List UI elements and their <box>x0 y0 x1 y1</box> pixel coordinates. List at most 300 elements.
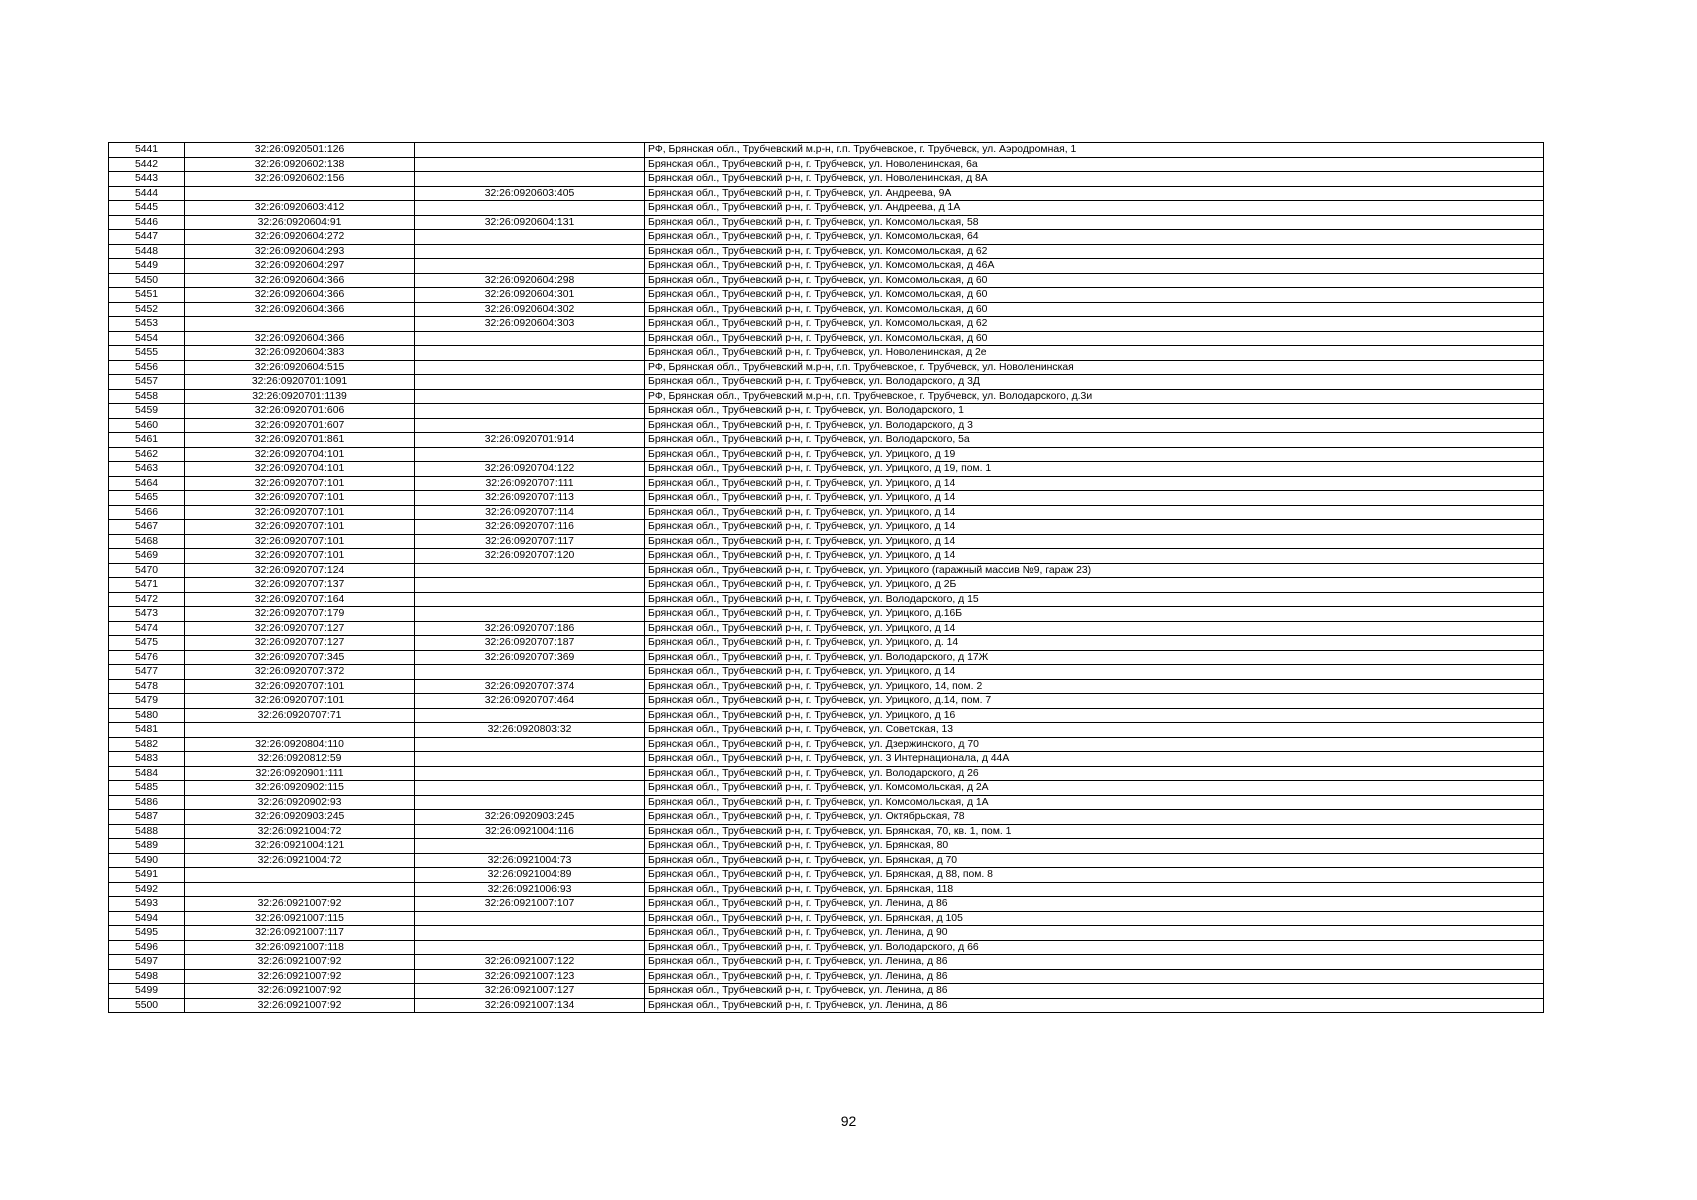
cadastral-number-cell: 32:26:0920701:1139 <box>185 389 415 404</box>
related-cadastral-number-cell <box>415 375 645 390</box>
row-number-cell: 5489 <box>109 839 185 854</box>
row-number-cell: 5497 <box>109 955 185 970</box>
address-cell: Брянская обл., Трубчевский р-н, г. Трубчевск, ул. Комсомольская, д 62 <box>645 244 1544 259</box>
row-number-cell: 5461 <box>109 433 185 448</box>
cadastral-number-cell: 32:26:0921007:115 <box>185 911 415 926</box>
cadastral-number-cell: 32:26:0920707:137 <box>185 578 415 593</box>
related-cadastral-number-cell <box>415 752 645 767</box>
table-row <box>109 636 1544 651</box>
cadastral-number-cell: 32:26:0920701:1091 <box>185 375 415 390</box>
table-row <box>109 650 1544 665</box>
row-number-cell: 5479 <box>109 694 185 709</box>
table-row <box>109 810 1544 825</box>
row-number-cell: 5450 <box>109 273 185 288</box>
cadastral-number-cell: 32:26:0920707:164 <box>185 592 415 607</box>
address-cell: Брянская обл., Трубчевский р-н, г. Трубчевск, ул. Урицкого, 14, пом. 2 <box>645 679 1544 694</box>
related-cadastral-number-cell <box>415 766 645 781</box>
related-cadastral-number-cell <box>415 607 645 622</box>
row-number-cell: 5490 <box>109 853 185 868</box>
address-cell: Брянская обл., Трубчевский р-н, г. Трубчевск, ул. Урицкого, д 14 <box>645 665 1544 680</box>
address-cell: Брянская обл., Трубчевский р-н, г. Трубчевск, ул. Володарского, д 15 <box>645 592 1544 607</box>
related-cadastral-number-cell: 32:26:0921004:89 <box>415 868 645 883</box>
row-number-cell: 5449 <box>109 259 185 274</box>
row-number-cell: 5491 <box>109 868 185 883</box>
row-number-cell: 5481 <box>109 723 185 738</box>
address-cell: Брянская обл., Трубчевский р-н, г. Трубчевск, ул. Урицкого, д 16 <box>645 708 1544 723</box>
address-cell: Брянская обл., Трубчевский р-н, г. Трубчевск, ул. Комсомольская, д 60 <box>645 288 1544 303</box>
address-cell: Брянская обл., Трубчевский р-н, г. Трубчевск, ул. Советская, 13 <box>645 723 1544 738</box>
related-cadastral-number-cell <box>415 143 645 158</box>
cadastral-number-cell: 32:26:0920704:101 <box>185 462 415 477</box>
address-cell: Брянская обл., Трубчевский р-н, г. Трубчевск, ул. Володарского, д 3 <box>645 418 1544 433</box>
address-cell: Брянская обл., Трубчевский р-н, г. Трубчевск, ул. Урицкого (гаражный массив №9, гараж 23) <box>645 563 1544 578</box>
cadastral-number-cell: 32:26:0920704:101 <box>185 447 415 462</box>
related-cadastral-number-cell: 32:26:0920603:405 <box>415 186 645 201</box>
row-number-cell: 5457 <box>109 375 185 390</box>
address-cell: Брянская обл., Трубчевский р-н, г. Трубчевск, ул. Урицкого, д 14 <box>645 476 1544 491</box>
address-cell: Брянская обл., Трубчевский р-н, г. Трубчевск, ул. Брянская, 80 <box>645 839 1544 854</box>
cadastral-number-cell: 32:26:0920707:127 <box>185 621 415 636</box>
cadastral-number-cell: 32:26:0921007:92 <box>185 984 415 999</box>
cadastral-number-cell: 32:26:0920707:127 <box>185 636 415 651</box>
row-number-cell: 5469 <box>109 549 185 564</box>
table-row <box>109 839 1544 854</box>
row-number-cell: 5444 <box>109 186 185 201</box>
row-number-cell: 5487 <box>109 810 185 825</box>
address-cell: Брянская обл., Трубчевский р-н, г. Трубчевск, ул. Урицкого, д 19, пом. 1 <box>645 462 1544 477</box>
address-cell: Брянская обл., Трубчевский р-н, г. Трубчевск, ул. Брянская, д 105 <box>645 911 1544 926</box>
related-cadastral-number-cell <box>415 795 645 810</box>
address-cell: Брянская обл., Трубчевский р-н, г. Трубчевск, ул. Володарского, 1 <box>645 404 1544 419</box>
related-cadastral-number-cell: 32:26:0921006:93 <box>415 882 645 897</box>
address-cell: Брянская обл., Трубчевский р-н, г. Трубчевск, ул. Брянская, д 88, пом. 8 <box>645 868 1544 883</box>
related-cadastral-number-cell: 32:26:0920903:245 <box>415 810 645 825</box>
related-cadastral-number-cell: 32:26:0921007:134 <box>415 998 645 1013</box>
table-row <box>109 752 1544 767</box>
cadastral-number-cell: 32:26:0920604:366 <box>185 273 415 288</box>
row-number-cell: 5465 <box>109 491 185 506</box>
address-cell: Брянская обл., Трубчевский р-н, г. Трубчевск, ул. Комсомольская, д 62 <box>645 317 1544 332</box>
table-row <box>109 795 1544 810</box>
related-cadastral-number-cell: 32:26:0921007:107 <box>415 897 645 912</box>
row-number-cell: 5472 <box>109 592 185 607</box>
row-number-cell: 5462 <box>109 447 185 462</box>
cadastral-number-cell: 32:26:0921004:121 <box>185 839 415 854</box>
related-cadastral-number-cell <box>415 592 645 607</box>
related-cadastral-number-cell <box>415 259 645 274</box>
address-cell: РФ, Брянская обл., Трубчевский м.р-н, г.п. Трубчевское, г. Трубчевск, ул. Аэродромная, 1 <box>645 143 1544 158</box>
table-row <box>109 578 1544 593</box>
table-row <box>109 607 1544 622</box>
table-row <box>109 346 1544 361</box>
table-row <box>109 926 1544 941</box>
registry-table-body <box>109 143 1544 1013</box>
related-cadastral-number-cell <box>415 926 645 941</box>
cadastral-number-cell: 32:26:0921007:92 <box>185 955 415 970</box>
table-row <box>109 998 1544 1013</box>
registry-table <box>108 142 1544 1013</box>
table-row <box>109 244 1544 259</box>
row-number-cell: 5495 <box>109 926 185 941</box>
table-row <box>109 389 1544 404</box>
related-cadastral-number-cell: 32:26:0921004:116 <box>415 824 645 839</box>
address-cell: Брянская обл., Трубчевский р-н, г. Трубчевск, ул. Урицкого, д 14 <box>645 549 1544 564</box>
cadastral-number-cell: 32:26:0920604:272 <box>185 230 415 245</box>
row-number-cell: 5451 <box>109 288 185 303</box>
address-cell: Брянская обл., Трубчевский р-н, г. Трубчевск, ул. Андреева, д 1А <box>645 201 1544 216</box>
related-cadastral-number-cell: 32:26:0920707:111 <box>415 476 645 491</box>
row-number-cell: 5477 <box>109 665 185 680</box>
related-cadastral-number-cell: 32:26:0920707:187 <box>415 636 645 651</box>
cadastral-number-cell: 32:26:0920707:101 <box>185 520 415 535</box>
cadastral-number-cell: 32:26:0920501:126 <box>185 143 415 158</box>
cadastral-number-cell: 32:26:0920604:91 <box>185 215 415 230</box>
row-number-cell: 5498 <box>109 969 185 984</box>
table-row <box>109 708 1544 723</box>
row-number-cell: 5452 <box>109 302 185 317</box>
cadastral-number-cell: 32:26:0920902:93 <box>185 795 415 810</box>
table-row <box>109 302 1544 317</box>
related-cadastral-number-cell: 32:26:0920707:114 <box>415 505 645 520</box>
row-number-cell: 5496 <box>109 940 185 955</box>
related-cadastral-number-cell <box>415 244 645 259</box>
cadastral-number-cell: 32:26:0920707:345 <box>185 650 415 665</box>
address-cell: Брянская обл., Трубчевский р-н, г. Трубчевск, ул. Володарского, д 66 <box>645 940 1544 955</box>
row-number-cell: 5448 <box>109 244 185 259</box>
related-cadastral-number-cell: 32:26:0920604:131 <box>415 215 645 230</box>
related-cadastral-number-cell <box>415 708 645 723</box>
related-cadastral-number-cell <box>415 172 645 187</box>
related-cadastral-number-cell: 32:26:0921007:123 <box>415 969 645 984</box>
related-cadastral-number-cell <box>415 418 645 433</box>
address-cell: Брянская обл., Трубчевский р-н, г. Трубчевск, ул. Урицкого, д 14 <box>645 621 1544 636</box>
address-cell: Брянская обл., Трубчевский р-н, г. Трубчевск, ул. Ленина, д 86 <box>645 998 1544 1013</box>
row-number-cell: 5493 <box>109 897 185 912</box>
cadastral-number-cell: 32:26:0920707:101 <box>185 534 415 549</box>
cadastral-number-cell: 32:26:0921007:92 <box>185 897 415 912</box>
cadastral-number-cell: 32:26:0920707:101 <box>185 476 415 491</box>
related-cadastral-number-cell <box>415 563 645 578</box>
table-row <box>109 563 1544 578</box>
address-cell: РФ, Брянская обл., Трубчевский м.р-н, г.п. Трубчевское, г. Трубчевск, ул. Новоленинская <box>645 360 1544 375</box>
row-number-cell: 5488 <box>109 824 185 839</box>
address-cell: Брянская обл., Трубчевский р-н, г. Трубчевск, ул. Брянская, д 70 <box>645 853 1544 868</box>
address-cell: Брянская обл., Трубчевский р-н, г. Трубчевск, ул. Урицкого, д 14 <box>645 491 1544 506</box>
related-cadastral-number-cell: 32:26:0920707:374 <box>415 679 645 694</box>
address-cell: Брянская обл., Трубчевский р-н, г. Трубчевск, ул. Урицкого, д 19 <box>645 447 1544 462</box>
related-cadastral-number-cell <box>415 389 645 404</box>
address-cell: Брянская обл., Трубчевский р-н, г. Трубчевск, ул. Урицкого, д.14, пом. 7 <box>645 694 1544 709</box>
cadastral-number-cell: 32:26:0920804:110 <box>185 737 415 752</box>
address-cell: Брянская обл., Трубчевский р-н, г. Трубчевск, ул. Урицкого, д 14 <box>645 505 1544 520</box>
cadastral-number-cell: 32:26:0920812:59 <box>185 752 415 767</box>
cadastral-number-cell: 32:26:0920707:372 <box>185 665 415 680</box>
related-cadastral-number-cell <box>415 839 645 854</box>
table-row <box>109 940 1544 955</box>
table-row <box>109 737 1544 752</box>
address-cell: Брянская обл., Трубчевский р-н, г. Трубчевск, ул. Ленина, д 86 <box>645 955 1544 970</box>
address-cell: Брянская обл., Трубчевский р-н, г. Трубчевск, ул. Володарского, д 26 <box>645 766 1544 781</box>
cadastral-number-cell: 32:26:0920707:101 <box>185 491 415 506</box>
cadastral-number-cell: 32:26:0920604:297 <box>185 259 415 274</box>
table-row <box>109 317 1544 332</box>
table-row <box>109 665 1544 680</box>
table-row <box>109 215 1544 230</box>
address-cell: Брянская обл., Трубчевский р-н, г. Трубчевск, ул. Володарского, д 17Ж <box>645 650 1544 665</box>
row-number-cell: 5485 <box>109 781 185 796</box>
related-cadastral-number-cell: 32:26:0921007:127 <box>415 984 645 999</box>
row-number-cell: 5441 <box>109 143 185 158</box>
page-number: 92 <box>840 1113 857 1129</box>
table-row <box>109 897 1544 912</box>
table-row <box>109 418 1544 433</box>
address-cell: Брянская обл., Трубчевский р-н, г. Трубчевск, ул. Комсомольская, д 60 <box>645 302 1544 317</box>
related-cadastral-number-cell <box>415 346 645 361</box>
address-cell: РФ, Брянская обл., Трубчевский м.р-н, г.п. Трубчевское, г. Трубчевск, ул. Володарского, д.3и <box>645 389 1544 404</box>
table-row <box>109 404 1544 419</box>
table-row <box>109 592 1544 607</box>
related-cadastral-number-cell: 32:26:0920604:303 <box>415 317 645 332</box>
cadastral-number-cell: 32:26:0920701:861 <box>185 433 415 448</box>
cadastral-number-cell: 32:26:0921004:72 <box>185 824 415 839</box>
address-cell: Брянская обл., Трубчевский р-н, г. Трубчевск, ул. Новоленинская, 6а <box>645 157 1544 172</box>
cadastral-number-cell: 32:26:0920604:383 <box>185 346 415 361</box>
related-cadastral-number-cell: 32:26:0920704:122 <box>415 462 645 477</box>
row-number-cell: 5500 <box>109 998 185 1013</box>
cadastral-number-cell: 32:26:0920707:124 <box>185 563 415 578</box>
row-number-cell: 5476 <box>109 650 185 665</box>
cadastral-number-cell: 32:26:0921004:72 <box>185 853 415 868</box>
related-cadastral-number-cell: 32:26:0920707:186 <box>415 621 645 636</box>
related-cadastral-number-cell <box>415 665 645 680</box>
row-number-cell: 5464 <box>109 476 185 491</box>
related-cadastral-number-cell <box>415 940 645 955</box>
row-number-cell: 5468 <box>109 534 185 549</box>
table-row <box>109 549 1544 564</box>
cadastral-number-cell: 32:26:0920707:101 <box>185 549 415 564</box>
table-row <box>109 824 1544 839</box>
related-cadastral-number-cell <box>415 737 645 752</box>
address-cell: Брянская обл., Трубчевский р-н, г. Трубчевск, ул. Ленина, д 90 <box>645 926 1544 941</box>
related-cadastral-number-cell: 32:26:0920707:369 <box>415 650 645 665</box>
cadastral-number-cell <box>185 317 415 332</box>
related-cadastral-number-cell: 32:26:0920701:914 <box>415 433 645 448</box>
table-row <box>109 694 1544 709</box>
address-cell: Брянская обл., Трубчевский р-н, г. Трубчевск, ул. Октябрьская, 78 <box>645 810 1544 825</box>
related-cadastral-number-cell: 32:26:0921007:122 <box>415 955 645 970</box>
address-cell: Брянская обл., Трубчевский р-н, г. Трубчевск, ул. Дзержинского, д 70 <box>645 737 1544 752</box>
row-number-cell: 5458 <box>109 389 185 404</box>
cadastral-number-cell <box>185 723 415 738</box>
related-cadastral-number-cell <box>415 157 645 172</box>
address-cell: Брянская обл., Трубчевский р-н, г. Трубчевск, ул. Брянская, 118 <box>645 882 1544 897</box>
table-row <box>109 781 1544 796</box>
row-number-cell: 5471 <box>109 578 185 593</box>
table-row <box>109 230 1544 245</box>
row-number-cell: 5443 <box>109 172 185 187</box>
cadastral-number-cell: 32:26:0920902:115 <box>185 781 415 796</box>
row-number-cell: 5470 <box>109 563 185 578</box>
cadastral-number-cell: 32:26:0920604:366 <box>185 302 415 317</box>
address-cell: Брянская обл., Трубчевский р-н, г. Трубчевск, ул. Комсомольская, д 60 <box>645 331 1544 346</box>
cadastral-number-cell: 32:26:0920701:607 <box>185 418 415 433</box>
row-number-cell: 5484 <box>109 766 185 781</box>
table-row <box>109 882 1544 897</box>
table-row <box>109 201 1544 216</box>
address-cell: Брянская обл., Трубчевский р-н, г. Трубчевск, ул. Урицкого, д.16Б <box>645 607 1544 622</box>
related-cadastral-number-cell <box>415 230 645 245</box>
table-row <box>109 375 1544 390</box>
address-cell: Брянская обл., Трубчевский р-н, г. Трубчевск, ул. Комсомольская, 64 <box>645 230 1544 245</box>
related-cadastral-number-cell <box>415 201 645 216</box>
cadastral-number-cell: 32:26:0920707:101 <box>185 694 415 709</box>
related-cadastral-number-cell: 32:26:0920707:117 <box>415 534 645 549</box>
table-row <box>109 143 1544 158</box>
row-number-cell: 5466 <box>109 505 185 520</box>
cadastral-number-cell: 32:26:0920604:515 <box>185 360 415 375</box>
address-cell: Брянская обл., Трубчевский р-н, г. Трубчевск, ул. Комсомольская, д 60 <box>645 273 1544 288</box>
cadastral-number-cell: 32:26:0920602:156 <box>185 172 415 187</box>
cadastral-number-cell: 32:26:0920707:101 <box>185 679 415 694</box>
row-number-cell: 5473 <box>109 607 185 622</box>
cadastral-number-cell: 32:26:0920604:293 <box>185 244 415 259</box>
cadastral-number-cell: 32:26:0920901:111 <box>185 766 415 781</box>
table-row <box>109 186 1544 201</box>
table-row <box>109 984 1544 999</box>
address-cell: Брянская обл., Трубчевский р-н, г. Трубчевск, ул. Комсомольская, д 2А <box>645 781 1544 796</box>
row-number-cell: 5480 <box>109 708 185 723</box>
address-cell: Брянская обл., Трубчевский р-н, г. Трубчевск, ул. Комсомольская, д 46А <box>645 259 1544 274</box>
table-row <box>109 172 1544 187</box>
related-cadastral-number-cell <box>415 911 645 926</box>
related-cadastral-number-cell <box>415 331 645 346</box>
cadastral-number-cell: 32:26:0920707:71 <box>185 708 415 723</box>
table-row <box>109 462 1544 477</box>
row-number-cell: 5463 <box>109 462 185 477</box>
related-cadastral-number-cell <box>415 360 645 375</box>
row-number-cell: 5486 <box>109 795 185 810</box>
cadastral-number-cell: 32:26:0920604:366 <box>185 331 415 346</box>
row-number-cell: 5492 <box>109 882 185 897</box>
row-number-cell: 5442 <box>109 157 185 172</box>
address-cell: Брянская обл., Трубчевский р-н, г. Трубчевск, ул. Володарского, 5а <box>645 433 1544 448</box>
row-number-cell: 5499 <box>109 984 185 999</box>
table-row <box>109 505 1544 520</box>
cadastral-number-cell <box>185 882 415 897</box>
address-cell: Брянская обл., Трубчевский р-н, г. Трубчевск, ул. Ленина, д 86 <box>645 969 1544 984</box>
cadastral-number-cell: 32:26:0921007:92 <box>185 998 415 1013</box>
related-cadastral-number-cell <box>415 404 645 419</box>
address-cell: Брянская обл., Трубчевский р-н, г. Трубчевск, ул. Урицкого, д 14 <box>645 520 1544 535</box>
table-row <box>109 868 1544 883</box>
cadastral-number-cell: 32:26:0920707:179 <box>185 607 415 622</box>
row-number-cell: 5475 <box>109 636 185 651</box>
row-number-cell: 5483 <box>109 752 185 767</box>
table-row <box>109 955 1544 970</box>
address-cell: Брянская обл., Трубчевский р-н, г. Трубчевск, ул. Новоленинская, д 8А <box>645 172 1544 187</box>
cadastral-number-cell <box>185 186 415 201</box>
table-row <box>109 288 1544 303</box>
related-cadastral-number-cell: 32:26:0920604:302 <box>415 302 645 317</box>
table-row <box>109 621 1544 636</box>
row-number-cell: 5467 <box>109 520 185 535</box>
table-row <box>109 853 1544 868</box>
related-cadastral-number-cell: 32:26:0920604:298 <box>415 273 645 288</box>
table-row <box>109 723 1544 738</box>
table-row <box>109 447 1544 462</box>
row-number-cell: 5453 <box>109 317 185 332</box>
row-number-cell: 5447 <box>109 230 185 245</box>
address-cell: Брянская обл., Трубчевский р-н, г. Трубчевск, ул. Володарского, д 3Д <box>645 375 1544 390</box>
address-cell: Брянская обл., Трубчевский р-н, г. Трубчевск, ул. Ленина, д 86 <box>645 984 1544 999</box>
table-row <box>109 360 1544 375</box>
row-number-cell: 5455 <box>109 346 185 361</box>
address-cell: Брянская обл., Трубчевский р-н, г. Трубчевск, ул. Новоленинская, д 2е <box>645 346 1544 361</box>
cadastral-number-cell: 32:26:0920701:606 <box>185 404 415 419</box>
table-row <box>109 969 1544 984</box>
table-row <box>109 331 1544 346</box>
address-cell: Брянская обл., Трубчевский р-н, г. Трубчевск, ул. 3 Интернационала, д 44А <box>645 752 1544 767</box>
address-cell: Брянская обл., Трубчевский р-н, г. Трубчевск, ул. Урицкого, д 2Б <box>645 578 1544 593</box>
related-cadastral-number-cell: 32:26:0921004:73 <box>415 853 645 868</box>
related-cadastral-number-cell <box>415 781 645 796</box>
address-cell: Брянская обл., Трубчевский р-н, г. Трубчевск, ул. Ленина, д 86 <box>645 897 1544 912</box>
address-cell: Брянская обл., Трубчевский р-н, г. Трубчевск, ул. Комсомольская, 58 <box>645 215 1544 230</box>
row-number-cell: 5446 <box>109 215 185 230</box>
row-number-cell: 5460 <box>109 418 185 433</box>
row-number-cell: 5474 <box>109 621 185 636</box>
address-cell: Брянская обл., Трубчевский р-н, г. Трубчевск, ул. Урицкого, д 14 <box>645 534 1544 549</box>
table-row <box>109 259 1544 274</box>
cadastral-number-cell: 32:26:0921007:118 <box>185 940 415 955</box>
row-number-cell: 5454 <box>109 331 185 346</box>
cadastral-number-cell: 32:26:0921007:117 <box>185 926 415 941</box>
cadastral-number-cell <box>185 868 415 883</box>
cadastral-number-cell: 32:26:0920707:101 <box>185 505 415 520</box>
address-cell: Брянская обл., Трубчевский р-н, г. Трубчевск, ул. Брянская, 70, кв. 1, пом. 1 <box>645 824 1544 839</box>
address-cell: Брянская обл., Трубчевский р-н, г. Трубчевск, ул. Урицкого, д. 14 <box>645 636 1544 651</box>
related-cadastral-number-cell: 32:26:0920707:113 <box>415 491 645 506</box>
table-row <box>109 433 1544 448</box>
cadastral-number-cell: 32:26:0920903:245 <box>185 810 415 825</box>
related-cadastral-number-cell: 32:26:0920707:116 <box>415 520 645 535</box>
row-number-cell: 5445 <box>109 201 185 216</box>
related-cadastral-number-cell: 32:26:0920707:464 <box>415 694 645 709</box>
table-row <box>109 766 1544 781</box>
cadastral-number-cell: 32:26:0920603:412 <box>185 201 415 216</box>
cadastral-number-cell: 32:26:0921007:92 <box>185 969 415 984</box>
table-row <box>109 911 1544 926</box>
table-row <box>109 520 1544 535</box>
row-number-cell: 5478 <box>109 679 185 694</box>
related-cadastral-number-cell: 32:26:0920604:301 <box>415 288 645 303</box>
row-number-cell: 5456 <box>109 360 185 375</box>
table-row <box>109 157 1544 172</box>
cadastral-number-cell: 32:26:0920604:366 <box>185 288 415 303</box>
table-row <box>109 476 1544 491</box>
table-row <box>109 273 1544 288</box>
row-number-cell: 5482 <box>109 737 185 752</box>
table-row <box>109 534 1544 549</box>
table-row <box>109 491 1544 506</box>
address-cell: Брянская обл., Трубчевский р-н, г. Трубчевск, ул. Комсомольская, д 1А <box>645 795 1544 810</box>
row-number-cell: 5459 <box>109 404 185 419</box>
address-cell: Брянская обл., Трубчевский р-н, г. Трубчевск, ул. Андреева, 9А <box>645 186 1544 201</box>
related-cadastral-number-cell <box>415 578 645 593</box>
related-cadastral-number-cell: 32:26:0920707:120 <box>415 549 645 564</box>
related-cadastral-number-cell <box>415 447 645 462</box>
table-row <box>109 679 1544 694</box>
